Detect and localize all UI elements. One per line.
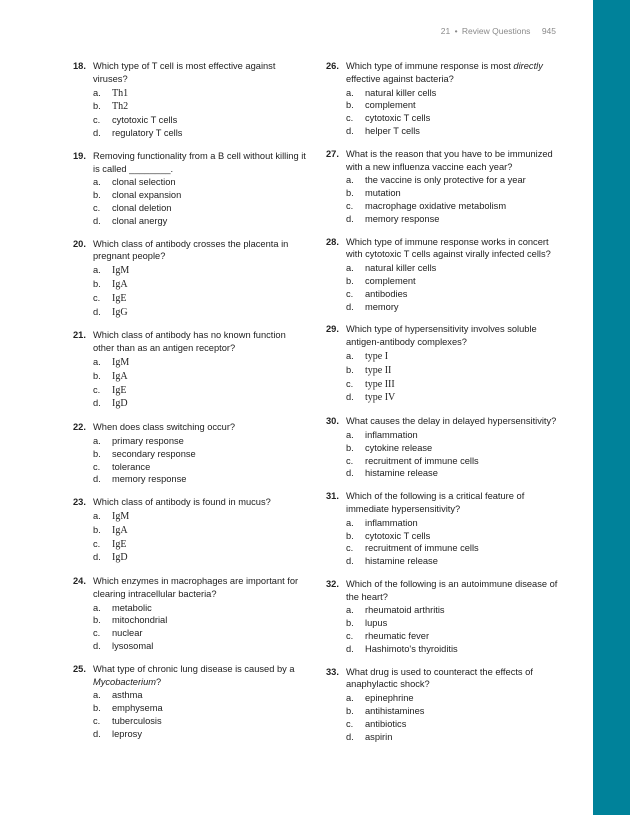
option-text: cytokine release bbox=[365, 442, 433, 453]
running-header bbox=[300, 26, 556, 36]
option-text: clonal deletion bbox=[112, 202, 172, 213]
option-text: tolerance bbox=[112, 461, 151, 472]
question-text: When does class switching occur? bbox=[93, 422, 236, 433]
option-text: antihistamines bbox=[365, 706, 425, 717]
answer-option bbox=[93, 473, 308, 486]
question-stem bbox=[326, 666, 561, 692]
option-letter: b. bbox=[93, 448, 101, 459]
answer-option bbox=[93, 602, 308, 615]
answer-option bbox=[93, 356, 308, 370]
option-text: natural killer cells bbox=[365, 263, 437, 274]
option-letter: d. bbox=[346, 392, 354, 403]
question-text-emphasis: directly bbox=[513, 61, 543, 71]
question-text: What type of chronic lung disease is caused by a bbox=[93, 663, 295, 674]
answer-options bbox=[326, 517, 561, 568]
question-text: What is the reason that you have to be immunized with a new influenza vaccine each year? bbox=[346, 148, 553, 172]
option-text: asthma bbox=[112, 690, 143, 701]
option-letter: a. bbox=[346, 517, 354, 528]
answer-options bbox=[73, 510, 308, 565]
option-letter: d. bbox=[346, 468, 354, 479]
option-letter: d. bbox=[93, 306, 101, 317]
option-text: regulatory T cells bbox=[112, 127, 183, 138]
question-18 bbox=[73, 60, 308, 140]
question-number: 21. bbox=[73, 330, 86, 341]
answer-option bbox=[346, 200, 561, 213]
option-letter: c. bbox=[346, 718, 354, 729]
chapter-color-bar bbox=[593, 0, 630, 815]
answer-options bbox=[326, 262, 561, 313]
option-letter: a. bbox=[93, 87, 101, 98]
option-letter: d. bbox=[346, 731, 354, 742]
answer-option bbox=[346, 442, 561, 455]
option-text: nuclear bbox=[112, 628, 143, 639]
option-letter: d. bbox=[93, 398, 101, 409]
option-letter: c. bbox=[346, 200, 354, 211]
option-letter: b. bbox=[346, 530, 354, 541]
answer-option bbox=[346, 87, 561, 100]
option-text: memory response bbox=[365, 213, 440, 224]
answer-option bbox=[93, 728, 308, 741]
question-stem bbox=[73, 496, 308, 509]
question-text: Removing functionality from a B cell without killing it is called ________. bbox=[93, 150, 306, 174]
question-number: 22. bbox=[73, 422, 86, 433]
option-letter: b. bbox=[346, 706, 354, 717]
answer-option bbox=[93, 715, 308, 728]
option-text: rheumatoid arthritis bbox=[365, 605, 445, 616]
answer-options bbox=[73, 264, 308, 319]
answer-options bbox=[326, 692, 561, 743]
option-text: cytotoxic T cells bbox=[112, 115, 178, 126]
answer-option bbox=[93, 448, 308, 461]
option-letter: b. bbox=[93, 370, 101, 381]
option-text: IgM bbox=[112, 265, 130, 277]
option-letter: d. bbox=[93, 552, 101, 563]
option-letter: a. bbox=[93, 602, 101, 613]
answer-option bbox=[346, 301, 561, 314]
question-text: Which type of immune response is most bbox=[346, 61, 514, 71]
answer-option bbox=[346, 99, 561, 112]
answer-option bbox=[346, 391, 561, 405]
option-text: clonal anergy bbox=[112, 215, 168, 226]
question-text-end: effective against bacteria? bbox=[346, 73, 454, 84]
question-text: Which class of antibody crosses the placenta in pregnant people? bbox=[93, 238, 289, 262]
answer-option bbox=[93, 100, 308, 114]
option-text: aspirin bbox=[365, 731, 393, 742]
answer-option bbox=[346, 429, 561, 442]
question-32 bbox=[326, 578, 561, 656]
option-text: IgG bbox=[112, 306, 128, 318]
question-number: 32. bbox=[326, 578, 339, 589]
option-text: natural killer cells bbox=[365, 87, 437, 98]
option-letter: a. bbox=[93, 177, 101, 188]
option-letter: c. bbox=[93, 461, 101, 472]
option-letter: b. bbox=[346, 618, 354, 629]
question-text: Which enzymes in macrophages are important for clearing intracellular bacteria? bbox=[93, 576, 299, 599]
option-text: mutation bbox=[365, 188, 401, 199]
option-text: antibiotics bbox=[365, 718, 407, 729]
option-text: Th2 bbox=[112, 101, 129, 113]
option-text: cytotoxic T cells bbox=[365, 530, 431, 541]
question-text: What causes the delay in delayed hypersensitivity? bbox=[346, 416, 557, 427]
answer-option bbox=[93, 189, 308, 202]
option-letter: d. bbox=[93, 641, 101, 652]
option-text: metabolic bbox=[112, 602, 152, 613]
option-letter: c. bbox=[346, 455, 354, 466]
option-text: type II bbox=[365, 364, 392, 376]
answer-option bbox=[346, 378, 561, 392]
answer-option bbox=[93, 306, 308, 320]
answer-option bbox=[346, 112, 561, 125]
option-letter: a. bbox=[93, 510, 101, 521]
option-letter: c. bbox=[346, 378, 354, 389]
question-27 bbox=[326, 148, 561, 226]
option-letter: c. bbox=[93, 115, 101, 126]
option-text: cytotoxic T cells bbox=[365, 113, 431, 124]
answer-option bbox=[93, 292, 308, 306]
question-text: Which type of T cell is most effective against viruses? bbox=[93, 61, 276, 84]
option-letter: c. bbox=[93, 202, 101, 213]
question-23 bbox=[73, 496, 308, 565]
answer-option bbox=[93, 264, 308, 278]
option-text: memory response bbox=[112, 474, 187, 485]
option-letter: a. bbox=[93, 435, 101, 446]
option-letter: d. bbox=[346, 213, 354, 224]
option-text: histamine release bbox=[365, 556, 438, 567]
answer-option bbox=[346, 643, 561, 656]
question-stem bbox=[326, 578, 561, 604]
question-text: Which type of hypersensitivity involves soluble antigen-antibody complexes? bbox=[346, 324, 537, 348]
option-letter: c. bbox=[346, 631, 354, 642]
question-number: 23. bbox=[73, 497, 86, 508]
option-text: type IV bbox=[365, 392, 396, 404]
question-20 bbox=[73, 238, 308, 320]
option-letter: a. bbox=[93, 356, 101, 367]
option-letter: b. bbox=[346, 100, 354, 111]
question-number: 25. bbox=[73, 663, 86, 674]
question-text: What drug is used to counteract the effects of anaphylactic shock? bbox=[346, 666, 533, 690]
option-letter: d. bbox=[93, 474, 101, 485]
option-letter: b. bbox=[93, 615, 101, 626]
answer-options bbox=[73, 689, 308, 740]
answer-options bbox=[73, 602, 308, 653]
page-number: 945 bbox=[541, 26, 556, 36]
option-text: IgE bbox=[112, 384, 127, 396]
option-text: the vaccine is only protective for a year bbox=[365, 175, 526, 186]
option-text: rheumatic fever bbox=[365, 631, 430, 642]
question-26 bbox=[326, 60, 561, 138]
option-text: mitochondrial bbox=[112, 615, 168, 626]
answer-option bbox=[346, 731, 561, 744]
question-stem bbox=[73, 60, 308, 86]
option-letter: a. bbox=[346, 350, 354, 361]
header-bullet: • bbox=[454, 26, 458, 36]
question-30 bbox=[326, 415, 561, 480]
question-29 bbox=[326, 323, 561, 405]
option-text: clonal selection bbox=[112, 177, 176, 188]
answer-option bbox=[346, 617, 561, 630]
question-column-left bbox=[73, 60, 308, 751]
option-letter: d. bbox=[93, 127, 101, 138]
answer-option bbox=[93, 215, 308, 228]
question-stem bbox=[326, 490, 561, 516]
question-number: 30. bbox=[326, 416, 339, 427]
option-text: emphysema bbox=[112, 703, 163, 714]
answer-options bbox=[73, 87, 308, 140]
option-text: primary response bbox=[112, 435, 184, 446]
question-28 bbox=[326, 236, 561, 314]
option-letter: a. bbox=[346, 429, 354, 440]
option-text: histamine release bbox=[365, 468, 438, 479]
option-letter: d. bbox=[346, 301, 354, 312]
option-letter: a. bbox=[346, 87, 354, 98]
option-letter: b. bbox=[346, 188, 354, 199]
option-text: IgD bbox=[112, 552, 128, 564]
option-letter: c. bbox=[346, 288, 354, 299]
option-text: lysosomal bbox=[112, 641, 154, 652]
question-number: 26. bbox=[326, 61, 339, 71]
option-text: IgE bbox=[112, 538, 127, 550]
option-text: tuberculosis bbox=[112, 716, 162, 727]
question-text: Which of the following is a critical feature of immediate hypersensitivity? bbox=[346, 491, 525, 514]
answer-option bbox=[346, 213, 561, 226]
option-text: lupus bbox=[365, 618, 388, 629]
question-33 bbox=[326, 666, 561, 744]
option-letter: a. bbox=[346, 693, 354, 704]
question-25 bbox=[73, 663, 308, 741]
answer-option bbox=[346, 718, 561, 731]
answer-option bbox=[346, 630, 561, 643]
section-title: Review Questions bbox=[461, 26, 531, 36]
answer-option bbox=[346, 542, 561, 555]
question-number: 28. bbox=[326, 236, 339, 247]
option-letter: d. bbox=[346, 643, 354, 654]
question-text: Which class of antibody is found in mucus? bbox=[93, 497, 271, 508]
answer-options bbox=[326, 350, 561, 405]
answer-options bbox=[326, 429, 561, 480]
question-number: 18. bbox=[73, 61, 86, 71]
option-text: complement bbox=[365, 275, 416, 286]
answer-options bbox=[73, 176, 308, 227]
option-letter: c. bbox=[93, 628, 101, 639]
answer-option bbox=[346, 288, 561, 301]
option-letter: a. bbox=[93, 690, 101, 701]
option-text: Th1 bbox=[112, 87, 129, 99]
option-letter: b. bbox=[93, 524, 101, 535]
option-text: clonal expansion bbox=[112, 190, 182, 201]
question-stem bbox=[326, 148, 561, 174]
chapter-number: 21 bbox=[440, 26, 451, 36]
question-number: 24. bbox=[73, 576, 86, 587]
question-31 bbox=[326, 490, 561, 568]
option-letter: c. bbox=[346, 543, 354, 554]
answer-option bbox=[93, 461, 308, 474]
question-text-end: ? bbox=[156, 676, 162, 687]
answer-option bbox=[93, 370, 308, 384]
option-text: macrophage oxidative metabolism bbox=[365, 200, 507, 211]
option-letter: c. bbox=[93, 292, 101, 303]
option-text: helper T cells bbox=[365, 125, 420, 136]
question-text: Which type of immune response works in concert with cytotoxic T cells against virally infected cells? bbox=[346, 236, 551, 260]
answer-option bbox=[346, 604, 561, 617]
question-19 bbox=[73, 150, 308, 228]
question-stem bbox=[73, 421, 308, 434]
question-number: 20. bbox=[73, 238, 86, 249]
answer-options bbox=[326, 87, 561, 138]
answer-option bbox=[93, 640, 308, 653]
question-21 bbox=[73, 329, 308, 411]
answer-option bbox=[93, 278, 308, 292]
question-number: 33. bbox=[326, 666, 339, 677]
option-text: type I bbox=[365, 350, 389, 362]
answer-option bbox=[93, 397, 308, 411]
option-text: type III bbox=[365, 378, 395, 390]
option-text: antibodies bbox=[365, 288, 408, 299]
answer-option bbox=[346, 467, 561, 480]
answer-option bbox=[346, 364, 561, 378]
answer-option bbox=[93, 87, 308, 101]
option-text: Hashimoto's thyroiditis bbox=[365, 643, 458, 654]
option-letter: b. bbox=[93, 278, 101, 289]
option-text: IgA bbox=[112, 524, 128, 536]
answer-option bbox=[93, 689, 308, 702]
question-stem bbox=[326, 236, 561, 262]
option-letter: d. bbox=[93, 728, 101, 739]
answer-option bbox=[346, 555, 561, 568]
option-letter: a. bbox=[93, 265, 101, 276]
option-letter: d. bbox=[346, 125, 354, 136]
option-letter: d. bbox=[93, 215, 101, 226]
question-text: Which of the following is an autoimmune disease of the heart? bbox=[346, 578, 558, 602]
answer-option bbox=[346, 174, 561, 187]
option-text: IgD bbox=[112, 398, 128, 410]
question-number: 27. bbox=[326, 148, 339, 159]
option-text: recruitment of immune cells bbox=[365, 543, 479, 554]
answer-options bbox=[326, 604, 561, 655]
option-text: recruitment of immune cells bbox=[365, 455, 479, 466]
option-letter: b. bbox=[346, 442, 354, 453]
answer-option bbox=[346, 350, 561, 364]
answer-option bbox=[346, 262, 561, 275]
question-24 bbox=[73, 575, 308, 653]
answer-option bbox=[93, 114, 308, 127]
question-stem bbox=[73, 238, 308, 264]
answer-option bbox=[93, 702, 308, 715]
answer-option bbox=[346, 517, 561, 530]
answer-option bbox=[93, 202, 308, 215]
answer-option bbox=[93, 127, 308, 140]
answer-option bbox=[346, 455, 561, 468]
option-text: IgE bbox=[112, 292, 127, 304]
answer-option bbox=[93, 627, 308, 640]
answer-option bbox=[346, 275, 561, 288]
question-text: Which class of antibody has no known function other than as an antigen receptor? bbox=[93, 330, 286, 354]
question-stem bbox=[73, 663, 308, 689]
answer-option bbox=[93, 435, 308, 448]
question-column-right bbox=[326, 60, 561, 753]
question-number: 19. bbox=[73, 150, 86, 161]
answer-options bbox=[326, 174, 561, 225]
question-stem bbox=[73, 150, 308, 176]
option-letter: c. bbox=[93, 538, 101, 549]
option-letter: c. bbox=[93, 716, 101, 727]
option-text: memory bbox=[365, 301, 399, 312]
question-stem bbox=[326, 60, 561, 86]
question-22 bbox=[73, 421, 308, 486]
option-text: IgM bbox=[112, 510, 130, 522]
answer-option bbox=[93, 176, 308, 189]
question-number: 29. bbox=[326, 324, 339, 335]
question-stem bbox=[73, 575, 308, 601]
option-letter: c. bbox=[93, 384, 101, 395]
option-text: inflammation bbox=[365, 517, 418, 528]
answer-options bbox=[73, 356, 308, 411]
option-letter: a. bbox=[346, 263, 354, 274]
option-letter: b. bbox=[346, 275, 354, 286]
option-letter: b. bbox=[93, 101, 101, 112]
option-text: complement bbox=[365, 100, 416, 111]
option-letter: b. bbox=[93, 703, 101, 714]
option-letter: a. bbox=[346, 175, 354, 186]
answer-option bbox=[93, 538, 308, 552]
option-text: IgA bbox=[112, 370, 128, 382]
question-stem bbox=[326, 323, 561, 349]
answer-option bbox=[93, 510, 308, 524]
question-stem bbox=[326, 415, 561, 428]
option-text: leprosy bbox=[112, 728, 142, 739]
option-letter: d. bbox=[346, 556, 354, 567]
option-text: IgA bbox=[112, 278, 128, 290]
option-text: IgM bbox=[112, 356, 130, 368]
question-text-emphasis: Mycobacterium bbox=[93, 676, 157, 687]
answer-option bbox=[346, 692, 561, 705]
option-letter: b. bbox=[93, 190, 101, 201]
question-stem bbox=[73, 329, 308, 355]
answer-option bbox=[93, 614, 308, 627]
answer-option bbox=[346, 705, 561, 718]
option-text: inflammation bbox=[365, 429, 418, 440]
answer-option bbox=[346, 530, 561, 543]
answer-option bbox=[93, 551, 308, 565]
option-text: epinephrine bbox=[365, 693, 414, 704]
option-letter: c. bbox=[346, 113, 354, 124]
option-letter: b. bbox=[346, 364, 354, 375]
answer-option bbox=[93, 524, 308, 538]
answer-option bbox=[93, 384, 308, 398]
answer-option bbox=[346, 125, 561, 138]
question-number: 31. bbox=[326, 491, 339, 502]
answer-option bbox=[346, 187, 561, 200]
option-letter: a. bbox=[346, 605, 354, 616]
answer-options bbox=[73, 435, 308, 486]
option-text: secondary response bbox=[112, 448, 196, 459]
